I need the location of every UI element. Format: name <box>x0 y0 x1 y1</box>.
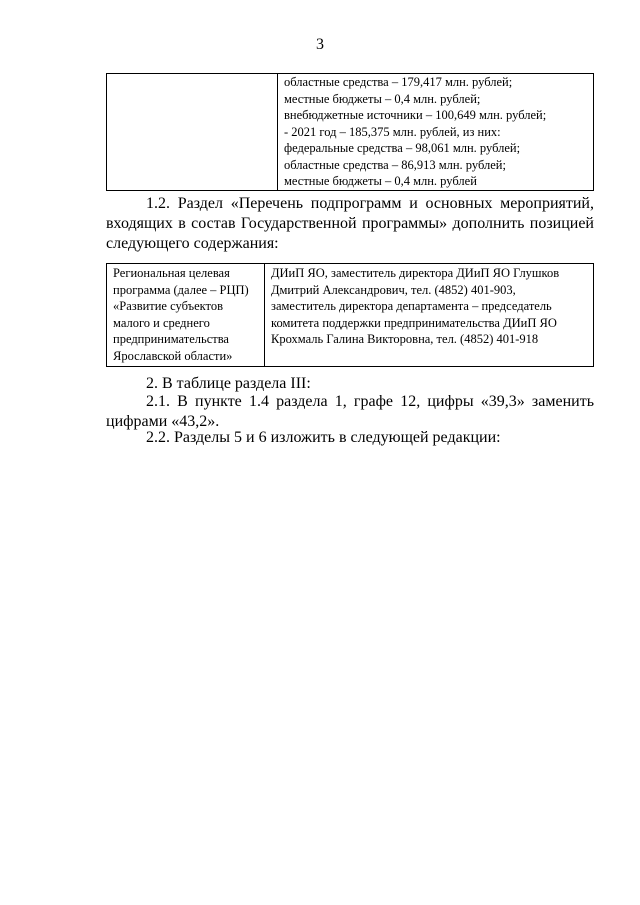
responsible-line: ДИиП ЯО, заместитель директора ДИиП ЯО Глушков <box>271 266 560 280</box>
responsible-line: Крохмаль Галина Викторовна, тел. (4852) 401-918 <box>271 332 539 346</box>
program-responsible-cell <box>265 264 594 367</box>
program-table <box>106 263 594 367</box>
funding-line: внебюджетные источники – 100,649 млн. рублей; <box>284 108 547 122</box>
funding-line: местные бюджеты – 0,4 млн. рублей; <box>284 91 481 106</box>
funding-line: областные средства – 86,913 млн. рублей; <box>284 157 506 172</box>
program-name-cell <box>107 264 265 367</box>
program-name-line: Региональная целевая <box>113 266 230 280</box>
responsible-line: заместитель директора департамента – председатель <box>271 299 552 313</box>
funding-line: местные бюджеты – 0,4 млн. рублей <box>284 174 477 188</box>
funding-line: - 2021 год – 185,375 млн. рублей, из них: <box>284 124 501 139</box>
paragraph-2-2: 2.2. Разделы 5 и 6 изложить в следующей редакции: <box>146 429 501 446</box>
paragraph-2-1: 2.1. В пункте 1.4 раздела 1, графе 12, цифры «39,3» заменить цифрами «43,2». <box>106 393 594 430</box>
responsible-line: комитета поддержки предпринимательства ДИиП ЯО <box>271 315 557 330</box>
funding-table-empty-cell <box>107 74 278 191</box>
funding-table <box>106 73 594 191</box>
program-name-line: программа (далее – РЦП) <box>113 282 249 297</box>
program-name-line: предпринимательства <box>113 332 229 346</box>
program-name-line: Ярославской области» <box>113 348 233 363</box>
paragraph-1-2: 1.2. Раздел «Перечень подпрограмм и основных мероприятий, входящих в состав Государственной программы» дополнить позицией следующего содержания: <box>106 195 594 252</box>
program-name-line: малого и среднего <box>113 315 210 330</box>
responsible-line: Дмитрий Александрович, тел. (4852) 401-903, <box>271 282 516 297</box>
program-name-line: «Развитие субъектов <box>113 299 223 313</box>
funding-line: областные средства – 179,417 млн. рублей; <box>284 75 513 89</box>
page-number: 3 <box>316 36 324 53</box>
paragraph-2: 2. В таблице раздела III: <box>146 375 311 392</box>
funding-line: федеральные средства – 98,061 млн. рублей; <box>284 141 521 155</box>
funding-table-values-cell <box>278 74 594 191</box>
